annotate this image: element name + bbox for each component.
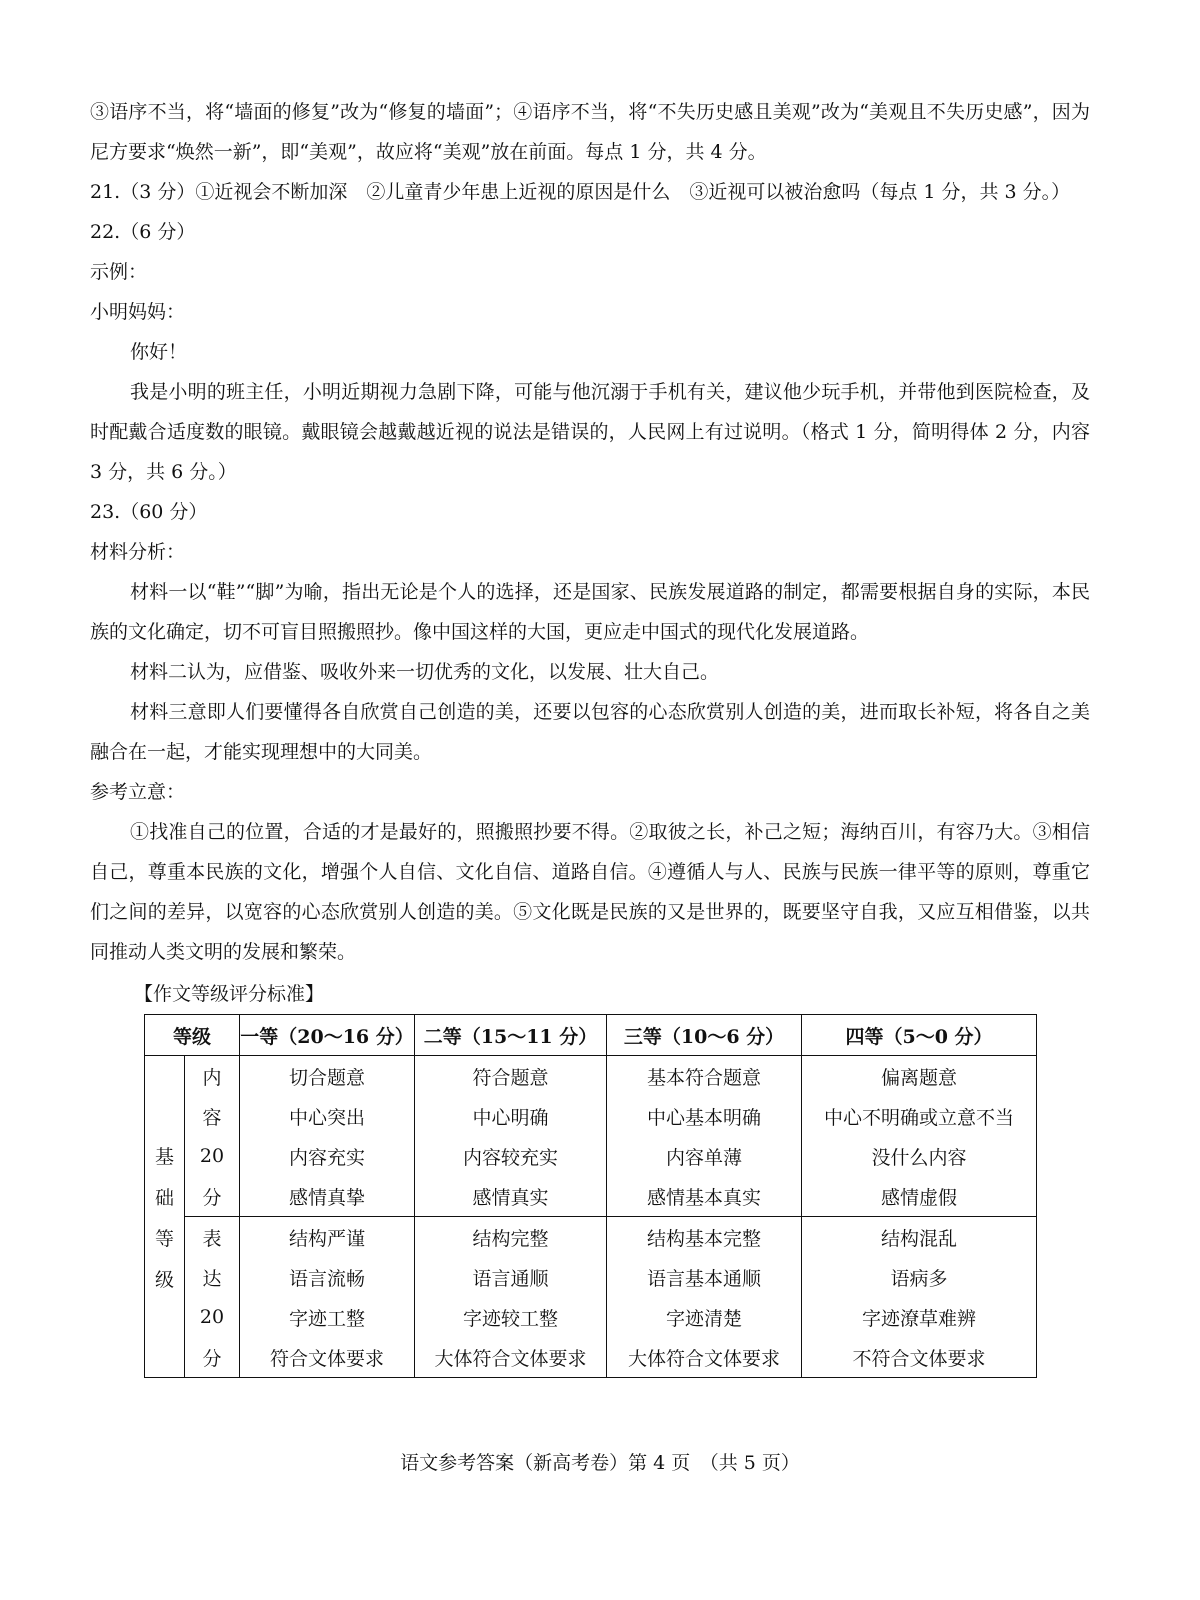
table-cell: 感情真挚 — [240, 1176, 415, 1217]
table-row — [145, 1136, 1037, 1176]
letter-salutation: 小明妈妈： — [90, 301, 186, 323]
table-cell: 基本符合题意 — [607, 1056, 802, 1097]
table-header-row — [145, 1015, 1037, 1056]
table-row — [145, 1096, 1037, 1136]
answer-23-heading: 23.（60 分） — [90, 501, 208, 523]
table-cell: 语病多 — [802, 1257, 1037, 1297]
table-cell: 语言流畅 — [240, 1257, 415, 1297]
table-cell: 没什么内容 — [802, 1136, 1037, 1176]
material-one: 材料一以“鞋”“脚”为喻，指出无论是个人的选择，还是国家、民族发展道路的制定，都需要根据自身的实际，本民族的文化确定，切不可盲目照搬照抄。像中国这样的大国，更应走中国式的现代化发展道路。 — [90, 581, 1090, 643]
reference-ideas: ①找准自己的位置，合适的才是最好的，照搬照抄要不得。②取彼之长，补己之短；海纳百川，有容乃大。③相信自己，尊重本民族的文化，增强个人自信、文化自信、道路自信。④遵循人与人、民族与民族一律平等的原则，尊重它们之间的差异，以宽容的心态欣赏别人创造的美。⑤文化既是民族的又是世界的，既要坚守自我，又应互相借鉴，以共同推动人类文明的发展和繁荣。 — [90, 821, 1090, 963]
grading-table — [144, 1014, 1037, 1378]
side-char: 基 — [154, 1145, 174, 1168]
table-cell: 语言通顺 — [415, 1257, 607, 1297]
table-cell: 符合题意 — [415, 1056, 607, 1097]
content-label-3: 20 — [185, 1136, 240, 1176]
answer-22-heading: 22.（6 分） — [90, 221, 196, 243]
content-label-4: 分 — [185, 1176, 240, 1217]
table-row — [145, 1337, 1037, 1378]
header-second: 二等（15～11 分） — [415, 1015, 607, 1056]
page-footer: 语文参考答案（新高考卷）第 4 页 （共 5 页） — [400, 1452, 800, 1474]
table-row — [145, 1297, 1037, 1337]
table-row — [145, 1176, 1037, 1217]
header-first: 一等（20～16 分） — [240, 1015, 415, 1056]
table-cell: 语言基本通顺 — [607, 1257, 802, 1297]
letter-body: 我是小明的班主任，小明近期视力急剧下降，可能与他沉溺于手机有关，建议他少玩手机，并带他到医院检查，及时配戴合适度数的眼镜。戴眼镜会越戴越近视的说法是错误的，人民网上有过说明。（格式 1 分，简明得体 2 分，内容 3 分，共 6 分。） — [90, 381, 1090, 483]
table-cell: 符合文体要求 — [240, 1337, 415, 1378]
rubric-title: 【作文等级评分标准】 — [134, 983, 325, 1005]
content-label-1: 内 — [185, 1056, 240, 1097]
content-label-2: 容 — [185, 1096, 240, 1136]
table-cell: 字迹清楚 — [607, 1297, 802, 1337]
expression-label-3: 20 — [185, 1297, 240, 1337]
table-row — [145, 1056, 1037, 1097]
table-cell: 感情基本真实 — [607, 1176, 802, 1217]
side-char: 等 — [154, 1227, 174, 1250]
table-cell: 大体符合文体要求 — [607, 1337, 802, 1378]
answer-20-continued: ③语序不当，将“墙面的修复”改为“修复的墙面”；④语序不当，将“不失历史感且美观”改为“美观且不失历史感”，因为尼方要求“焕然一新”，即“美观”，故应将“美观”放在前面。每点 1 分，共 4 分。 — [90, 101, 1090, 163]
table-cell: 结构完整 — [415, 1217, 607, 1258]
expression-label-4: 分 — [185, 1337, 240, 1378]
table-cell: 感情虚假 — [802, 1176, 1037, 1217]
table-cell: 不符合文体要求 — [802, 1337, 1037, 1378]
material-analysis-label: 材料分析： — [90, 541, 186, 563]
header-fourth: 四等（5～0 分） — [802, 1015, 1037, 1056]
reference-label: 参考立意： — [90, 781, 186, 803]
table-cell: 中心突出 — [240, 1096, 415, 1136]
table-cell: 中心不明确或立意不当 — [802, 1096, 1037, 1136]
basic-grade-label — [145, 1056, 185, 1378]
answer-21: 21.（3 分）①近视会不断加深 ②儿童青少年患上近视的原因是什么 ③近视可以被治愈吗（每点 1 分，共 3 分。） — [90, 181, 1071, 203]
expression-label-2: 达 — [185, 1257, 240, 1297]
header-grade: 等级 — [145, 1015, 240, 1056]
table-cell: 结构混乱 — [802, 1217, 1037, 1258]
table-cell: 切合题意 — [240, 1056, 415, 1097]
table-row — [145, 1217, 1037, 1258]
table-cell: 字迹较工整 — [415, 1297, 607, 1337]
header-third: 三等（10～6 分） — [607, 1015, 802, 1056]
table-cell: 字迹潦草难辨 — [802, 1297, 1037, 1337]
side-char: 础 — [154, 1186, 174, 1209]
table-cell: 内容充实 — [240, 1136, 415, 1176]
table-cell: 中心基本明确 — [607, 1096, 802, 1136]
table-row — [145, 1257, 1037, 1297]
letter-greeting: 你好！ — [130, 341, 188, 363]
table-cell: 字迹工整 — [240, 1297, 415, 1337]
answer-content — [90, 92, 1090, 1378]
table-cell: 偏离题意 — [802, 1056, 1037, 1097]
table-cell: 中心明确 — [415, 1096, 607, 1136]
expression-label-1: 表 — [185, 1217, 240, 1258]
table-cell: 结构基本完整 — [607, 1217, 802, 1258]
material-two: 材料二认为，应借鉴、吸收外来一切优秀的文化，以发展、壮大自己。 — [130, 661, 720, 683]
table-cell: 内容单薄 — [607, 1136, 802, 1176]
table-cell: 结构严谨 — [240, 1217, 415, 1258]
table-cell: 感情真实 — [415, 1176, 607, 1217]
example-label: 示例： — [90, 261, 148, 283]
material-three: 材料三意即人们要懂得各自欣赏自己创造的美，还要以包容的心态欣赏别人创造的美，进而取长补短，将各自之美融合在一起，才能实现理想中的大同美。 — [90, 701, 1090, 763]
table-cell: 大体符合文体要求 — [415, 1337, 607, 1378]
side-char: 级 — [154, 1268, 174, 1291]
table-cell: 内容较充实 — [415, 1136, 607, 1176]
